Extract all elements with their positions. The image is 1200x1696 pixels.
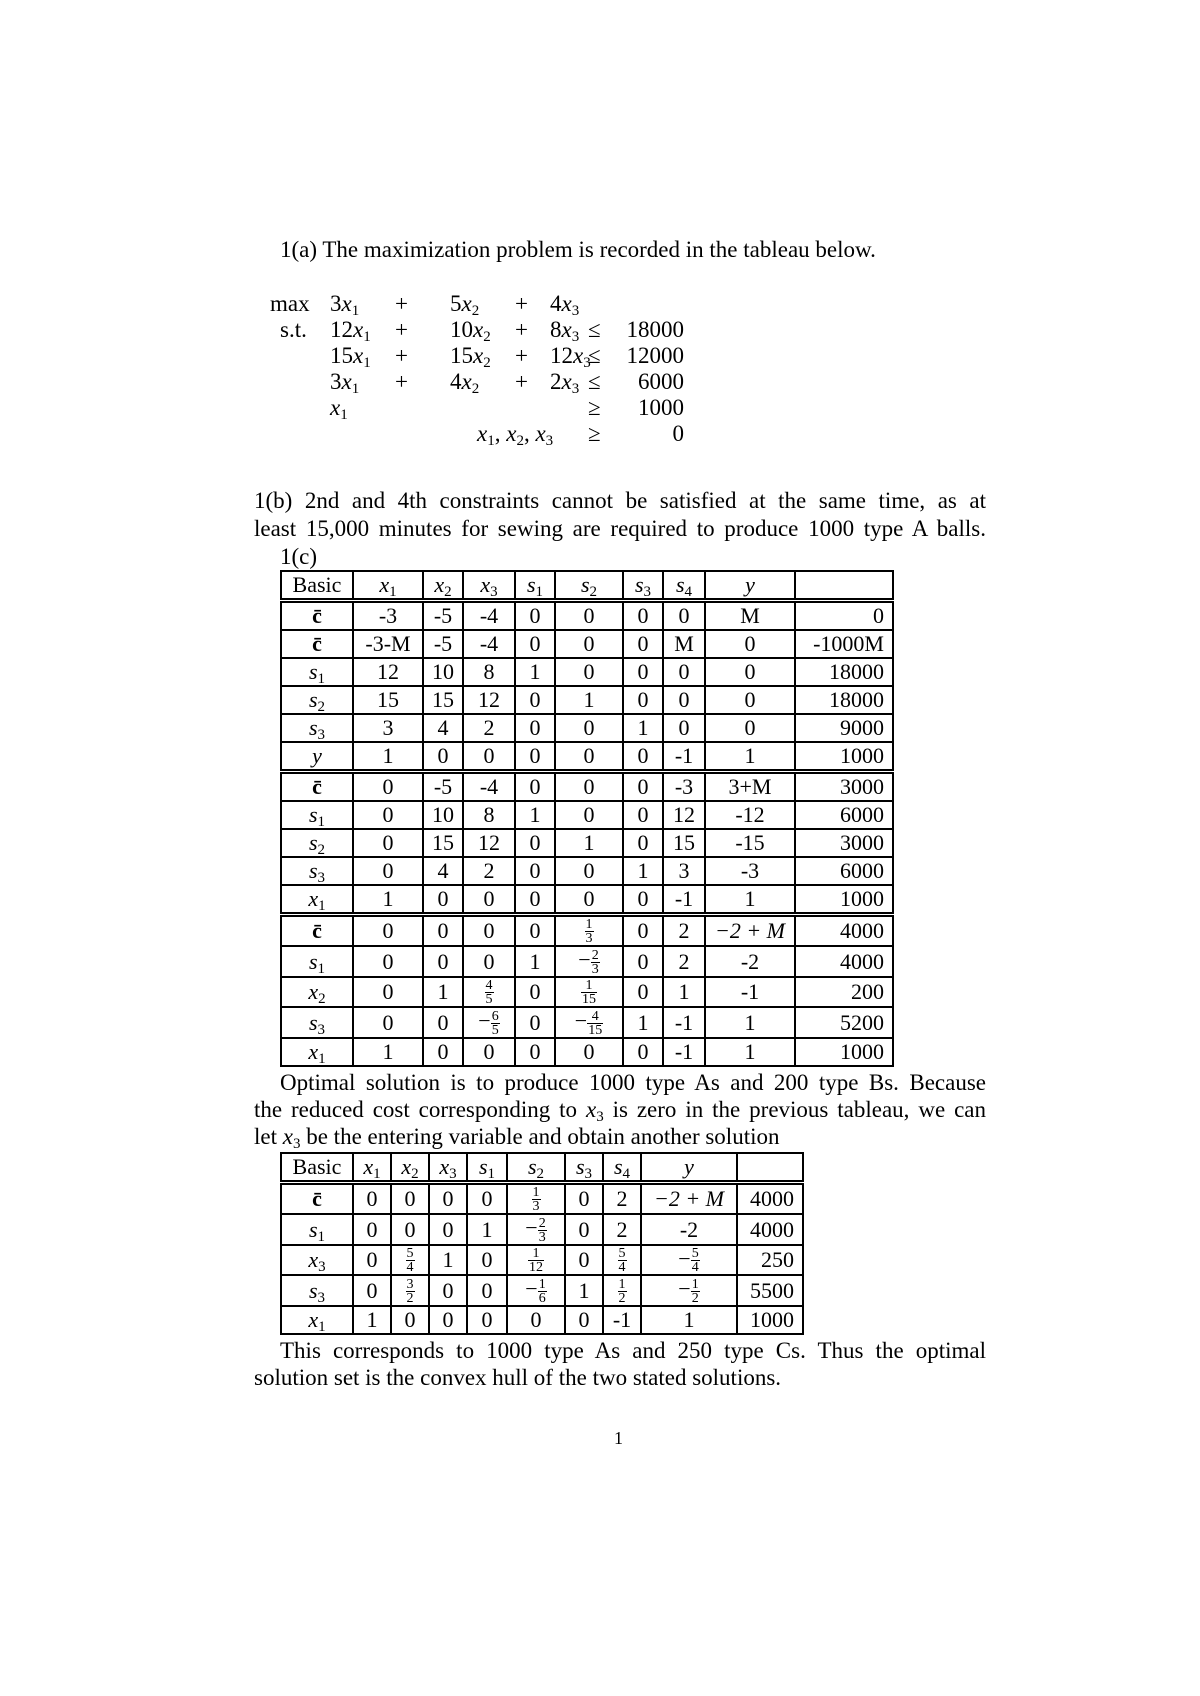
table-cell: 12 [353,658,423,686]
table-cell: 0 [705,686,795,714]
table-cell: 1 [663,977,705,1007]
table-cell: 5200 [795,1007,893,1037]
table-cell: −2 + M [641,1183,737,1215]
table-cell: 0 [515,885,555,915]
table-cell: 0 [663,686,705,714]
table-cell: 0 [467,1306,507,1334]
lp-term: $12x_1$ [330,317,371,345]
table-cell: 0 [353,801,423,829]
table-cell: 0 [391,1183,429,1215]
table-cell: 0 [705,658,795,686]
table-cell: 1 [565,1275,603,1305]
table-row [281,742,893,772]
table-cell: $\frac{1}{3}$ [507,1183,565,1215]
table-cell: -1 [663,742,705,772]
table-cell: 15 [663,829,705,857]
table-cell: 1 [467,1214,507,1244]
table-cell: 0 [565,1245,603,1275]
table-header-cell: $s_3$ [623,571,663,601]
table-header-cell: $x_1$ [353,571,423,601]
table-cell: 1 [705,1038,795,1066]
table-cell: $\frac{4}{5}$ [463,977,515,1007]
table-cell: c̄ [281,1183,353,1215]
table-row [281,1245,803,1275]
table-header-cell: $x_2$ [391,1153,429,1183]
table-cell: 0 [555,714,623,742]
table-cell: 1 [555,829,623,857]
lp-term: + [515,317,528,342]
part-b-line-1: 1(b) 2nd and 4th constraints cannot be satisfied at the same time, as at [254,488,986,513]
paragraph-line: let $x_3$ be the entering variable and obtain another solution [254,1124,780,1152]
table-cell: 0 [515,829,555,857]
table-cell: 0 [795,601,893,631]
table-cell: $\frac{3}{2}$ [391,1275,429,1305]
table-cell: − $\frac{2}{3}$ [555,946,623,976]
table-row [281,658,893,686]
table-cell: 0 [507,1306,565,1334]
table-cell: 0 [467,1275,507,1305]
table-cell: -1 [603,1306,641,1334]
lp-term: $10x_2$ [450,317,491,345]
table-cell: -2 [705,946,795,976]
table-cell: 0 [429,1275,467,1305]
table-cell: 0 [623,630,663,658]
table-cell: 0 [515,977,555,1007]
table-cell: $\frac{1}{12}$ [507,1245,565,1275]
lp-rhs: 18000 [626,317,684,342]
table-cell: 0 [623,686,663,714]
table-cell: c̄ [281,915,353,947]
table-header-cell: $s_2$ [555,571,623,601]
table-row [281,1306,803,1334]
table-cell: -5 [423,630,463,658]
table-cell: $s_3$ [281,857,353,885]
table-header-cell [795,571,893,601]
table-cell: 0 [663,658,705,686]
table-row [281,915,893,947]
lp-term: $8x_3$ [550,317,580,345]
table-cell: 0 [555,772,623,802]
table-cell: -1 [705,977,795,1007]
table-cell: 1 [555,686,623,714]
table-cell: 4000 [795,915,893,947]
table-cell: 0 [463,742,515,772]
part-b-line-2: least 15,000 minutes for sewing are required to produce 1000 type A balls. [254,516,986,541]
lp-term: $12x_3$ [550,343,591,371]
table-cell: 0 [423,1007,463,1037]
table-cell: 1 [515,801,555,829]
table-cell: 5500 [737,1275,803,1305]
table-cell: 0 [555,857,623,885]
simplex-tableau-1 [280,570,894,1067]
paragraph-line: solution set is the convex hull of the two stated solutions. [254,1365,782,1390]
table-cell: 0 [623,977,663,1007]
table-cell: 0 [463,885,515,915]
table-cell: 0 [429,1183,467,1215]
table-cell: 1000 [795,742,893,772]
table-cell: 0 [565,1183,603,1215]
table-cell: $s_3$ [281,1007,353,1037]
table-cell: 1 [623,857,663,885]
table-cell: 0 [515,772,555,802]
table-cell: 0 [555,630,623,658]
table-cell: $s_1$ [281,1214,353,1244]
table-cell: M [705,601,795,631]
table-cell: 0 [663,714,705,742]
table-cell: -1 [663,1007,705,1037]
table-cell: 0 [555,1038,623,1066]
table-cell: 1000 [795,1038,893,1066]
table-header-cell: $s_2$ [507,1153,565,1183]
table-cell: 0 [515,742,555,772]
table-cell: 1000 [737,1306,803,1334]
table-header-cell: $x_3$ [463,571,515,601]
lp-term: $5x_2$ [450,291,480,319]
lp-relation: ≥ [588,421,601,446]
table-cell: 0 [423,915,463,947]
table-row [281,857,893,885]
table-row [281,801,893,829]
table-cell: 0 [515,601,555,631]
lp-term: + [515,343,528,368]
page-number: 1 [614,1428,623,1448]
table-cell: 3+M [705,772,795,802]
table-cell: 1 [705,742,795,772]
table-cell: 2 [463,857,515,885]
table-cell: 0 [467,1245,507,1275]
table-row [281,885,893,915]
table-cell: -5 [423,772,463,802]
table-cell: 0 [623,915,663,947]
table-cell: $\frac{5}{4}$ [391,1245,429,1275]
table-cell: 0 [623,772,663,802]
table-cell: $s_1$ [281,946,353,976]
table-cell: 0 [353,857,423,885]
table-cell: 12 [463,829,515,857]
table-cell: $\frac{1}{2}$ [603,1275,641,1305]
table-cell: 3000 [795,829,893,857]
table-header-cell: $x_2$ [423,571,463,601]
lp-term: $x_1$, $x_2$, $x_3$ [477,421,554,449]
table-row [281,946,893,976]
table-cell: − $\frac{4}{15}$ [555,1007,623,1037]
table-cell: 1000 [795,885,893,915]
lp-term: + [515,291,528,316]
table-cell: $s_3$ [281,714,353,742]
table-cell: 0 [515,714,555,742]
table-cell: 1 [353,885,423,915]
table-row [281,1214,803,1244]
table-cell: 0 [515,1038,555,1066]
table-cell: 8 [463,801,515,829]
table-cell: 3 [353,714,423,742]
part-a-intro: 1(a) The maximization problem is recorded in the tableau below. [280,237,876,262]
table-cell: 0 [423,885,463,915]
table-cell: -15 [705,829,795,857]
part-c-label: 1(c) [280,544,318,569]
table-cell: 0 [555,801,623,829]
table-cell: $x_3$ [281,1245,353,1275]
table-cell: 0 [391,1214,429,1244]
lp-term: $3x_1$ [330,369,360,397]
table-cell: 1 [353,742,423,772]
table-cell: 18000 [795,686,893,714]
table-cell: 1 [705,1007,795,1037]
paragraph-line: the reduced cost corresponding to $x_3$ is zero in the previous tableau, we can [254,1097,986,1125]
table-cell: 2 [663,946,705,976]
table-row [281,1038,893,1066]
table-cell: 0 [353,1183,391,1215]
table-cell: -1 [663,1038,705,1066]
table-cell: -12 [705,801,795,829]
table-cell: 2 [463,714,515,742]
table-cell: 4 [423,857,463,885]
table-cell: $s_2$ [281,686,353,714]
table-cell: 0 [391,1306,429,1334]
table-row [281,630,893,658]
lp-term: $15x_1$ [330,343,371,371]
table-cell: -2 [641,1214,737,1244]
table-cell: $x_1$ [281,1306,353,1334]
table-cell: 0 [565,1306,603,1334]
table-cell: 0 [353,977,423,1007]
table-cell: -4 [463,601,515,631]
table-cell: 12 [663,801,705,829]
table-cell: 0 [565,1214,603,1244]
lp-term: + [395,343,408,368]
table-cell: $\frac{1}{15}$ [555,977,623,1007]
table-cell: 0 [429,1214,467,1244]
table-header-cell [737,1153,803,1183]
table-cell: 3000 [795,772,893,802]
table-cell: − $\frac{1}{6}$ [507,1275,565,1305]
table-cell: 6000 [795,801,893,829]
table-cell: 12 [463,686,515,714]
table-cell: 4000 [795,946,893,976]
lp-term: + [395,369,408,394]
lp-term: $4x_2$ [450,369,480,397]
table-header-cell: y [641,1153,737,1183]
table-cell: $x_1$ [281,1038,353,1066]
table-cell: 10 [423,801,463,829]
table-row [281,1275,803,1305]
table-cell: 15 [423,829,463,857]
table-cell: M [663,630,705,658]
table-cell: 1 [623,1007,663,1037]
table-cell: 0 [423,742,463,772]
table-cell: 0 [423,946,463,976]
table-cell: 1 [353,1306,391,1334]
table-cell: -3 [705,857,795,885]
table-cell: 0 [623,601,663,631]
table-cell: 0 [623,1038,663,1066]
table-cell: 0 [463,1038,515,1066]
table-cell: − $\frac{6}{5}$ [463,1007,515,1037]
table-cell: 0 [515,915,555,947]
table-header-cell: $s_1$ [515,571,555,601]
table-cell: 0 [555,601,623,631]
table-cell: c̄ [281,630,353,658]
table-cell: -1000M [795,630,893,658]
table-cell: 0 [353,946,423,976]
table-cell: 0 [555,885,623,915]
table-cell: 1 [515,946,555,976]
table-cell: y [281,742,353,772]
table-row [281,772,893,802]
table-cell: 0 [515,857,555,885]
lp-term: $15x_2$ [450,343,491,371]
table-cell: 0 [663,601,705,631]
table-cell: c̄ [281,601,353,631]
table-cell: 0 [353,1214,391,1244]
table-cell: -5 [423,601,463,631]
table-cell: 2 [663,915,705,947]
table-row [281,1007,893,1037]
table-cell: 0 [623,885,663,915]
table-cell: 8 [463,658,515,686]
table-cell: 2 [603,1183,641,1215]
table-cell: − $\frac{1}{2}$ [641,1275,737,1305]
table-header-cell: $x_3$ [429,1153,467,1183]
table-row [281,714,893,742]
table-header-cell: Basic [281,571,353,601]
lp-term: + [395,291,408,316]
table-cell: 0 [463,946,515,976]
lp-relation: ≤ [588,369,601,394]
table-cell: 0 [623,829,663,857]
table-cell: 15 [423,686,463,714]
table-cell: $s_3$ [281,1275,353,1305]
table-cell: − $\frac{5}{4}$ [641,1245,737,1275]
table-cell: 0 [623,742,663,772]
table-cell: 1 [429,1245,467,1275]
lp-rhs: 0 [672,421,684,446]
table-cell: 0 [467,1183,507,1215]
table-cell: 0 [353,1245,391,1275]
table-cell: 250 [737,1245,803,1275]
table-cell: c̄ [281,772,353,802]
table-cell: 0 [515,686,555,714]
table-cell: 0 [623,658,663,686]
table-cell: 0 [463,915,515,947]
lp-term: + [515,369,528,394]
table-cell: -3 [353,601,423,631]
table-cell: 0 [515,630,555,658]
table-cell: 18000 [795,658,893,686]
table-cell: 10 [423,658,463,686]
table-cell: 1 [353,1038,423,1066]
table-cell: 0 [353,829,423,857]
table-cell: 15 [353,686,423,714]
table-cell: 0 [623,946,663,976]
table-cell: 0 [353,1007,423,1037]
lp-relation: ≤ [588,343,601,368]
table-cell: 0 [555,658,623,686]
table-header-row [281,1153,803,1183]
table-cell: $s_2$ [281,829,353,857]
table-header-cell: $x_1$ [353,1153,391,1183]
table-cell: $s_1$ [281,658,353,686]
table-cell: -4 [463,772,515,802]
table-cell: 0 [555,742,623,772]
table-cell: 1 [705,885,795,915]
table-cell: 1 [641,1306,737,1334]
table-cell: 1 [515,658,555,686]
table-cell: -4 [463,630,515,658]
table-cell: 9000 [795,714,893,742]
table-cell: 0 [623,801,663,829]
table-cell: $s_1$ [281,801,353,829]
lp-rhs: 6000 [638,369,684,394]
table-row [281,829,893,857]
table-header-cell: y [705,571,795,601]
lp-term: $3x_1$ [330,291,360,319]
table-cell: 0 [429,1306,467,1334]
lp-term: + [395,317,408,342]
table-cell: − $\frac{2}{3}$ [507,1214,565,1244]
simplex-tableau-2 [280,1152,804,1335]
table-row [281,977,893,1007]
table-cell: $\frac{1}{3}$ [555,915,623,947]
lp-relation: ≥ [588,395,601,420]
lp-term: $2x_3$ [550,369,580,397]
table-header-cell: $s_1$ [467,1153,507,1183]
table-cell: $x_1$ [281,885,353,915]
table-cell: 4 [423,714,463,742]
table-row [281,686,893,714]
table-cell: −2 + M [705,915,795,947]
table-cell: 0 [705,714,795,742]
table-header-cell: Basic [281,1153,353,1183]
table-cell: 0 [705,630,795,658]
paragraph-line: This corresponds to 1000 type As and 250 type Cs. Thus the optimal [280,1338,986,1363]
table-cell: 2 [603,1214,641,1244]
table-cell: -1 [663,885,705,915]
table-cell: 0 [423,1038,463,1066]
table-header-row [281,571,893,601]
table-cell: 0 [353,772,423,802]
table-cell: $x_2$ [281,977,353,1007]
table-row [281,1183,803,1215]
table-cell: 200 [795,977,893,1007]
table-cell: 3 [663,857,705,885]
table-cell: 4000 [737,1183,803,1215]
table-cell: 1 [623,714,663,742]
lp-rhs: 12000 [626,343,684,368]
table-cell: $\frac{5}{4}$ [603,1245,641,1275]
table-cell: 1 [423,977,463,1007]
table-cell: 0 [353,1275,391,1305]
lp-term: $4x_3$ [550,291,580,319]
paragraph-line: Optimal solution is to produce 1000 type As and 200 type Bs. Because [280,1070,986,1095]
table-cell: 0 [515,1007,555,1037]
lp-rhs: 1000 [638,395,684,420]
lp-term: $x_1$ [330,395,348,423]
table-cell: -3-M [353,630,423,658]
table-header-cell: $s_3$ [565,1153,603,1183]
table-header-cell: $s_4$ [603,1153,641,1183]
table-cell: 6000 [795,857,893,885]
table-cell: 0 [353,915,423,947]
lp-relation: ≤ [588,317,601,342]
table-cell: 4000 [737,1214,803,1244]
table-header-cell: $s_4$ [663,571,705,601]
table-row [281,601,893,631]
table-cell: -3 [663,772,705,802]
